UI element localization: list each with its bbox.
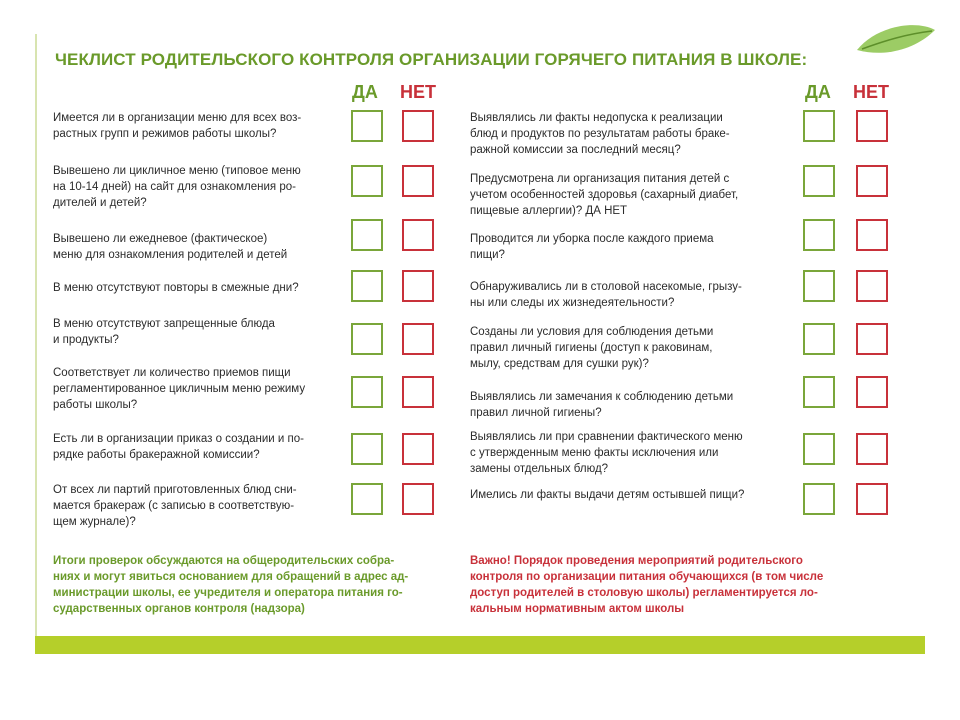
- question-line: на 10-14 дней) на сайт для ознакомления ро-: [53, 181, 296, 193]
- left-question-3: [53, 231, 287, 263]
- left-question-4: [53, 280, 299, 296]
- note-line: Итоги проверок обсуждаются на общеродительских собра-: [53, 555, 395, 567]
- right-yes-checkbox-7[interactable]: [803, 433, 835, 465]
- question-line: пищевые аллергии)? ДА НЕТ: [470, 205, 628, 217]
- question-line: Выявлялись ли при сравнении фактического меню: [470, 431, 743, 443]
- question-line: рядке работы бракеражной комиссии?: [53, 449, 260, 461]
- left-yes-checkbox-8[interactable]: [351, 483, 383, 515]
- right-question-6: [470, 389, 733, 421]
- question-line: Обнаруживались ли в столовой насекомые, грызу-: [470, 281, 742, 293]
- right-no-checkbox-4[interactable]: [856, 270, 888, 302]
- left-yes-checkbox-4[interactable]: [351, 270, 383, 302]
- question-line: В меню отсутствуют повторы в смежные дни?: [53, 282, 299, 294]
- left-yes-checkbox-7[interactable]: [351, 433, 383, 465]
- question-line: Предусмотрена ли организация питания детей с: [470, 173, 730, 185]
- left-no-checkbox-4[interactable]: [402, 270, 434, 302]
- note-line: Важно! Порядок проведения мероприятий родительского: [470, 555, 803, 567]
- right-question-4: [470, 279, 742, 311]
- question-line: Имеется ли в организации меню для всех воз-: [53, 112, 302, 124]
- question-line: Есть ли в организации приказ о создании и по-: [53, 433, 304, 445]
- right-no-checkbox-6[interactable]: [856, 376, 888, 408]
- question-line: Выявлялись ли замечания к соблюдению детьми: [470, 391, 734, 403]
- left-no-checkbox-1[interactable]: [402, 110, 434, 142]
- question-line: ны или следы их жизнедеятельности?: [470, 297, 675, 309]
- question-line: с утвержденным меню факты исключения или: [470, 447, 719, 459]
- note-line: ниях и могут явиться основанием для обращений в адрес ад-: [53, 571, 409, 583]
- right-no-checkbox-1[interactable]: [856, 110, 888, 142]
- question-line: мылу, средствам для сушки рук)?: [470, 358, 649, 370]
- left-question-6: [53, 365, 305, 413]
- question-line: Выявлялись ли факты недопуска к реализации: [470, 112, 723, 124]
- question-line: Вывешено ли цикличное меню (типовое меню: [53, 165, 301, 177]
- question-line: работы школы?: [53, 399, 138, 411]
- right-no-checkbox-2[interactable]: [856, 165, 888, 197]
- question-line: ражной комиссии за последний месяц?: [470, 144, 681, 156]
- question-line: Имелись ли факты выдачи детям остывшей пищи?: [470, 489, 745, 501]
- right-question-8: [470, 487, 744, 503]
- question-line: учетом особенностей здоровья (сахарный диабет,: [470, 189, 739, 201]
- note-right: [470, 553, 823, 617]
- question-line: правил личной гигиены?: [470, 407, 602, 419]
- question-line: мается бракераж (с записью в соответствую-: [53, 500, 295, 512]
- note-line: сударственных органов контроля (надзора): [53, 603, 305, 615]
- right-no-checkbox-8[interactable]: [856, 483, 888, 515]
- left-no-checkbox-8[interactable]: [402, 483, 434, 515]
- header-yes-right: ДА: [805, 82, 831, 102]
- question-line: щем журнале)?: [53, 516, 136, 528]
- right-no-checkbox-5[interactable]: [856, 323, 888, 355]
- page-title: ЧЕКЛИСТ РОДИТЕЛЬСКОГО КОНТРОЛЯ ОРГАНИЗАЦИИ ГОРЯЧЕГО ПИТАНИЯ В ШКОЛЕ:: [55, 50, 808, 69]
- right-question-3: [470, 231, 714, 263]
- right-question-1: [470, 110, 730, 158]
- question-line: регламентированное цикличным меню режиму: [53, 383, 306, 395]
- right-yes-checkbox-5[interactable]: [803, 323, 835, 355]
- right-no-checkbox-7[interactable]: [856, 433, 888, 465]
- note-left: [53, 553, 408, 617]
- left-question-5: [53, 316, 275, 348]
- right-question-5: [470, 324, 713, 372]
- left-no-checkbox-7[interactable]: [402, 433, 434, 465]
- question-line: правил личный гигиены (доступ к раковинам,: [470, 342, 713, 354]
- left-yes-checkbox-5[interactable]: [351, 323, 383, 355]
- left-no-checkbox-6[interactable]: [402, 376, 434, 408]
- question-line: пищи?: [470, 249, 505, 261]
- left-question-2: [53, 163, 301, 211]
- question-line: В меню отсутствуют запрещенные блюда: [53, 318, 275, 330]
- question-line: меню для ознакомления родителей и детей: [53, 249, 288, 261]
- question-line: Вывешено ли ежедневое (фактическое): [53, 233, 268, 245]
- note-line: министрации школы, ее учредителя и оператора питания го-: [53, 587, 403, 599]
- left-no-checkbox-5[interactable]: [402, 323, 434, 355]
- question-line: Проводится ли уборка после каждого приема: [470, 233, 714, 245]
- question-line: замены отдельных блюд?: [470, 463, 609, 475]
- bottom-bar: [35, 636, 925, 654]
- left-yes-checkbox-3[interactable]: [351, 219, 383, 251]
- left-question-1: [53, 110, 301, 142]
- note-line: кальным нормативным актом школы: [470, 603, 685, 615]
- question-line: Созданы ли условия для соблюдения детьми: [470, 326, 714, 338]
- right-yes-checkbox-2[interactable]: [803, 165, 835, 197]
- header-no-right: НЕТ: [853, 82, 889, 102]
- question-line: От всех ли партий приготовленных блюд сни-: [53, 484, 297, 496]
- left-yes-checkbox-1[interactable]: [351, 110, 383, 142]
- left-no-checkbox-3[interactable]: [402, 219, 434, 251]
- question-line: дителей и детей?: [53, 197, 147, 209]
- question-line: растных групп и режимов работы школы?: [53, 128, 277, 140]
- note-line: доступ родителей в столовую школы) регламентируется ло-: [470, 587, 818, 599]
- note-line: контроля по организации питания обучающихся (в том числе: [470, 571, 824, 583]
- right-yes-checkbox-4[interactable]: [803, 270, 835, 302]
- right-yes-checkbox-1[interactable]: [803, 110, 835, 142]
- right-no-checkbox-3[interactable]: [856, 219, 888, 251]
- header-no-left: НЕТ: [400, 82, 436, 102]
- right-question-2: [470, 171, 738, 219]
- left-yes-checkbox-6[interactable]: [351, 376, 383, 408]
- question-line: и продукты?: [53, 334, 119, 346]
- left-question-8: [53, 482, 297, 530]
- right-yes-checkbox-3[interactable]: [803, 219, 835, 251]
- left-yes-checkbox-2[interactable]: [351, 165, 383, 197]
- left-no-checkbox-2[interactable]: [402, 165, 434, 197]
- question-line: блюд и продуктов по результатам работы браке-: [470, 128, 730, 140]
- right-yes-checkbox-6[interactable]: [803, 376, 835, 408]
- question-line: Соответствует ли количество приемов пищи: [53, 367, 291, 379]
- right-yes-checkbox-8[interactable]: [803, 483, 835, 515]
- right-question-7: [470, 429, 743, 477]
- header-yes-left: ДА: [352, 82, 378, 102]
- left-question-7: [53, 431, 304, 463]
